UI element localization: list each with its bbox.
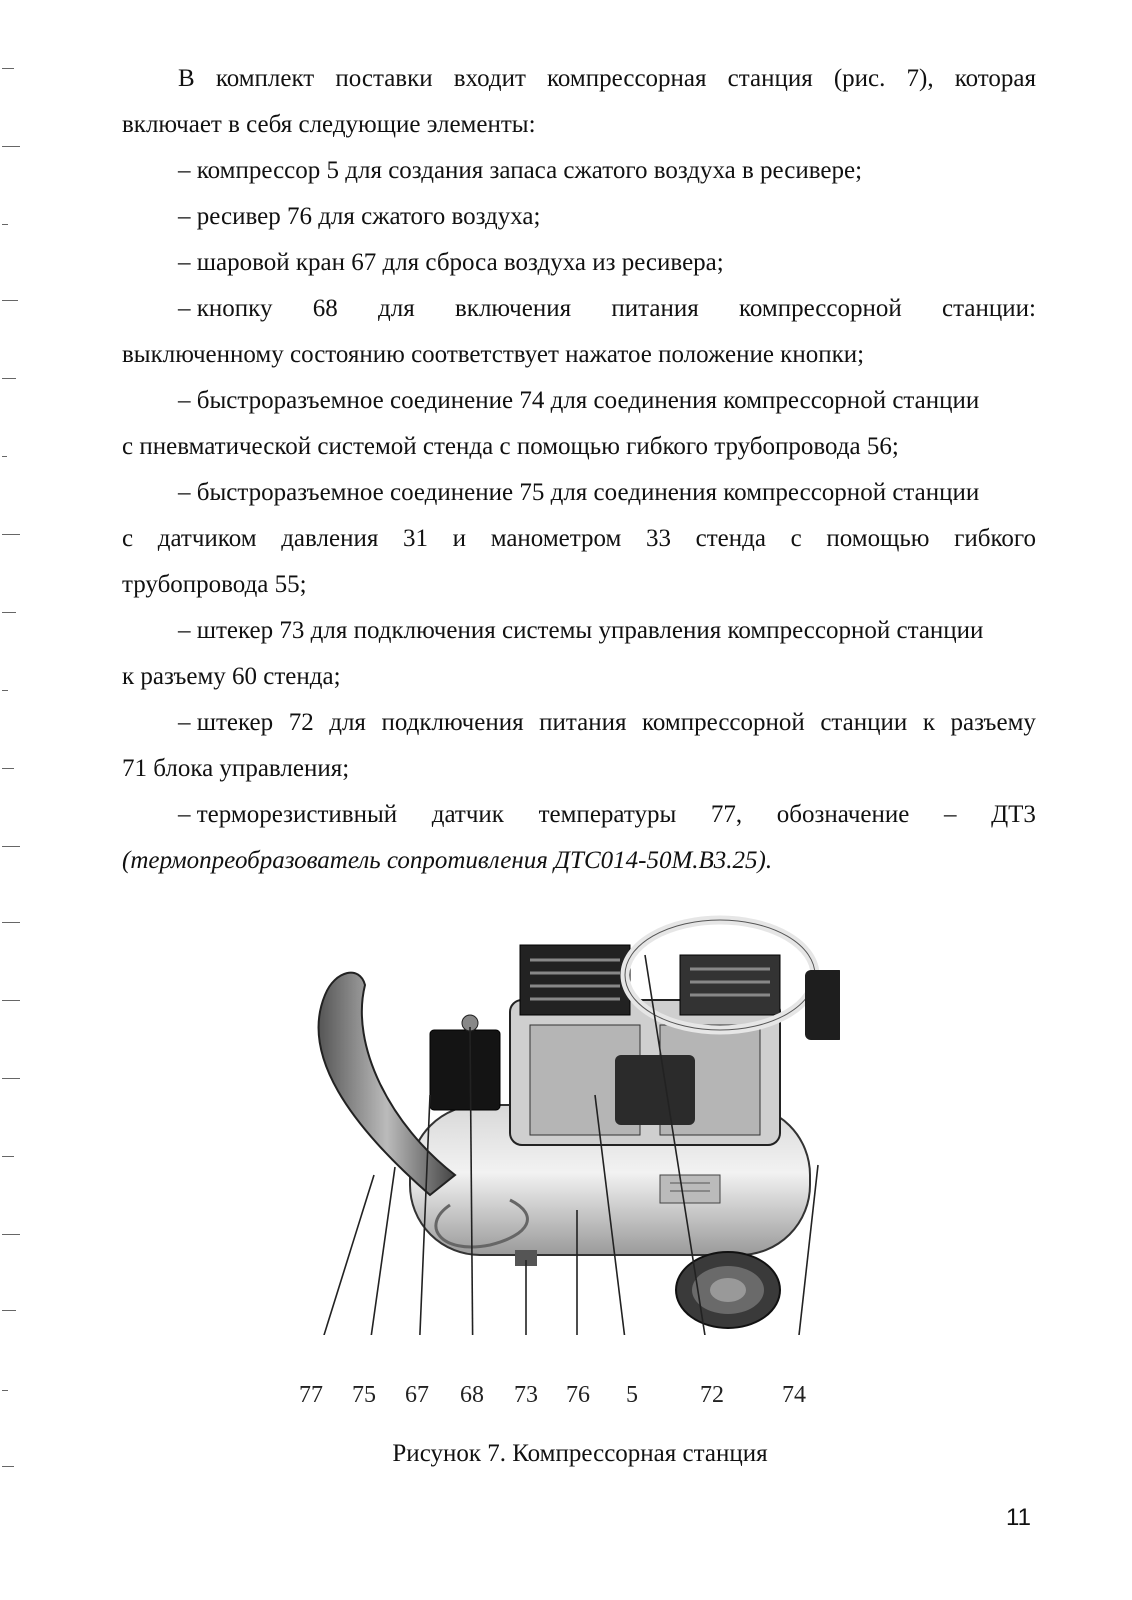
- callout-75: 75: [352, 1382, 376, 1408]
- item-plug-73-line-1: – штекер 73 для подключения системы управления компрессорной станции: [178, 617, 984, 644]
- control-box: [430, 1030, 500, 1110]
- intro-line-2: включает в себя следующие элементы:: [122, 111, 536, 138]
- callout-5: 5: [626, 1382, 638, 1408]
- item-sensor-line-2: (термопреобразователь сопротивления ДТС014-50М.В3.25).: [122, 847, 773, 874]
- intro-line-1: В комплект поставки входит компрессорная станция (рис. 7), которая: [178, 65, 1036, 92]
- callout-74: 74: [782, 1382, 806, 1408]
- body-text: [122, 56, 1036, 884]
- compressor-illustration: [280, 905, 840, 1335]
- item-coupling-75-line-2: с датчиком давления 31 и манометром 33 стенда с помощью гибкого: [122, 525, 1036, 552]
- item-coupling-75-line-3: трубопровода 55;: [122, 571, 307, 598]
- item-receiver: – ресивер 76 для сжатого воздуха;: [178, 203, 541, 230]
- scan-edge-marks: [0, 0, 30, 1600]
- item-compressor: – компрессор 5 для создания запаса сжатого воздуха в ресивере;: [178, 157, 863, 184]
- item-plug-73-line-2: к разъему 60 стенда;: [122, 663, 341, 690]
- item-ball-valve: – шаровой кран 67 для сброса воздуха из ресивера;: [178, 249, 724, 276]
- figure-callouts: [0, 1382, 1132, 1412]
- compressor-unit: [510, 920, 840, 1145]
- item-button-line-1: – кнопку 68 для включения питания компрессорной станции:: [178, 295, 1036, 322]
- figure-caption: Рисунок 7. Компрессорная станция: [392, 1440, 768, 1467]
- callout-72: 72: [700, 1382, 724, 1408]
- wheel: [676, 1252, 780, 1328]
- callout-68: 68: [460, 1382, 484, 1408]
- callout-76: 76: [566, 1382, 590, 1408]
- page-number: 11: [1006, 1504, 1031, 1531]
- item-coupling-75-line-1: – быстроразъемное соединение 75 для соединения компрессорной станции: [178, 479, 980, 506]
- callout-67: 67: [405, 1382, 429, 1408]
- item-button-line-2: выключенному состоянию соответствует нажатое положение кнопки;: [122, 341, 865, 368]
- item-coupling-74-line-1: – быстроразъемное соединение 74 для соединения компрессорной станции: [178, 387, 980, 414]
- callout-77: 77: [299, 1382, 323, 1408]
- callout-73: 73: [514, 1382, 538, 1408]
- item-plug-72-line-1: – штекер 72 для подключения питания компрессорной станции к разъему: [178, 709, 1036, 736]
- compressor-station-figure: [280, 905, 840, 1335]
- item-plug-72-line-2: 71 блока управления;: [122, 755, 350, 782]
- item-coupling-74-line-2: с пневматической системой стенда с помощью гибкого трубопровода 56;: [122, 433, 899, 460]
- item-sensor-line-1: – терморезистивный датчик температуры 77, обозначение – ДТ3: [178, 801, 1036, 828]
